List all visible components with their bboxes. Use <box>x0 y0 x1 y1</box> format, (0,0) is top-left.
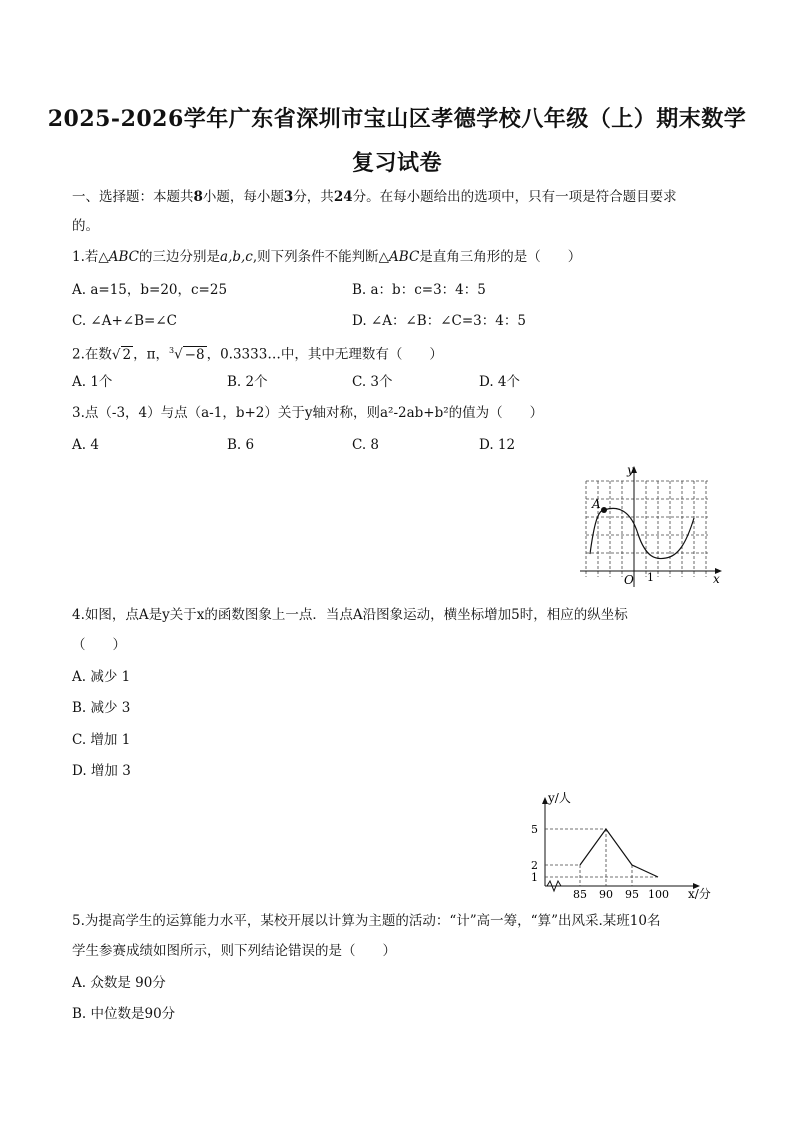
q2-option-b: B. 2个 <box>227 374 268 390</box>
origin-label: O <box>624 573 634 587</box>
q2-stem: 2.在数√ 2 ，π，$^3$√ −8 ，0.3333…中，其中无理数有（ ） <box>72 342 443 364</box>
x-tick-90: 90 <box>599 888 613 901</box>
point-a <box>601 507 607 513</box>
y-axis-label: y <box>627 463 634 477</box>
y-axis-label: y/人 <box>548 791 571 805</box>
title-line-2: 复习试卷 <box>351 150 442 176</box>
q1-option-c: C. ∠A+∠B=∠C <box>72 313 177 329</box>
q5-option-a: A. 众数是 90分 <box>72 975 166 991</box>
cube-root-neg8: $^3$√ −8 <box>168 346 205 363</box>
function-graph-figure <box>578 462 728 598</box>
q5-stem-cont: 学生参赛成绩如图所示，则下列结论错误的是（ ） <box>72 943 396 959</box>
q5-option-b: B. 中位数是90分 <box>72 1006 176 1022</box>
q1-stem: 1.若△ABC的三边分别是a,b,c,则下列条件不能判断△ABC是直角三角形的是（ ） <box>72 249 582 265</box>
q4-option-c: C. 增加 1 <box>72 732 131 748</box>
q3-option-c: C. 8 <box>352 437 380 453</box>
q4-option-b: B. 减少 3 <box>72 700 131 716</box>
q3-option-b: B. 6 <box>227 437 255 453</box>
x-axis-label: x <box>713 572 720 586</box>
x-tick-95: 95 <box>625 888 639 901</box>
q4-option-a: A. 减少 1 <box>72 669 131 685</box>
q3-stem: 3.点（-3，4）与点（a-1，b+2）关于y轴对称，则a²-2ab+b²的值为（ ） <box>72 405 544 421</box>
q4-stem-cont: （ ） <box>72 637 126 653</box>
point-a-label: A <box>592 497 601 511</box>
section-heading-cont: 的。 <box>72 218 99 234</box>
score-frequency-figure <box>520 788 730 904</box>
y-tick-1: 1 <box>531 871 538 884</box>
x-axis-label: x/分 <box>688 887 711 901</box>
q3-option-d: D. 12 <box>479 437 516 453</box>
q1-option-b: B. a：b：c=3：4：5 <box>352 282 486 298</box>
q2-option-a: A. 1个 <box>72 374 113 390</box>
y-tick-2: 2 <box>531 859 538 872</box>
q2-option-d: D. 4个 <box>479 374 521 390</box>
frequency-line <box>580 829 658 877</box>
title-line-1: 2025-2026学年广东省深圳市宝山区孝德学校八年级（上）期末数学 <box>47 106 747 132</box>
x-tick-100: 100 <box>648 888 669 901</box>
q2-option-c: C. 3个 <box>352 374 393 390</box>
unit-one-label: 1 <box>647 571 654 584</box>
y-tick-5: 5 <box>531 823 538 836</box>
q5-stem: 5.为提高学生的运算能力水平，某校开展以计算为主题的活动：“计”高一筹，“算”出风采.某班10名 <box>72 913 661 929</box>
q1-option-d: D. ∠A：∠B：∠C=3：4：5 <box>352 313 526 329</box>
q4-option-d: D. 增加 3 <box>72 763 131 779</box>
section-heading: 一、选择题：本题共8小题，每小题3分，共24分。在每小题给出的选项中，只有一项是符合题目要求 <box>72 189 677 205</box>
q4-stem: 4.如图，点A是y关于x的函数图象上一点．当点A沿图象运动，横坐标增加5时，相应的纵坐标 <box>72 607 628 623</box>
sqrt-2: √ 2 <box>111 346 132 363</box>
function-curve <box>590 508 694 558</box>
q3-option-a: A. 4 <box>72 437 99 453</box>
q1-option-a: A. a=15，b=20，c=25 <box>72 282 228 298</box>
x-tick-85: 85 <box>573 888 587 901</box>
